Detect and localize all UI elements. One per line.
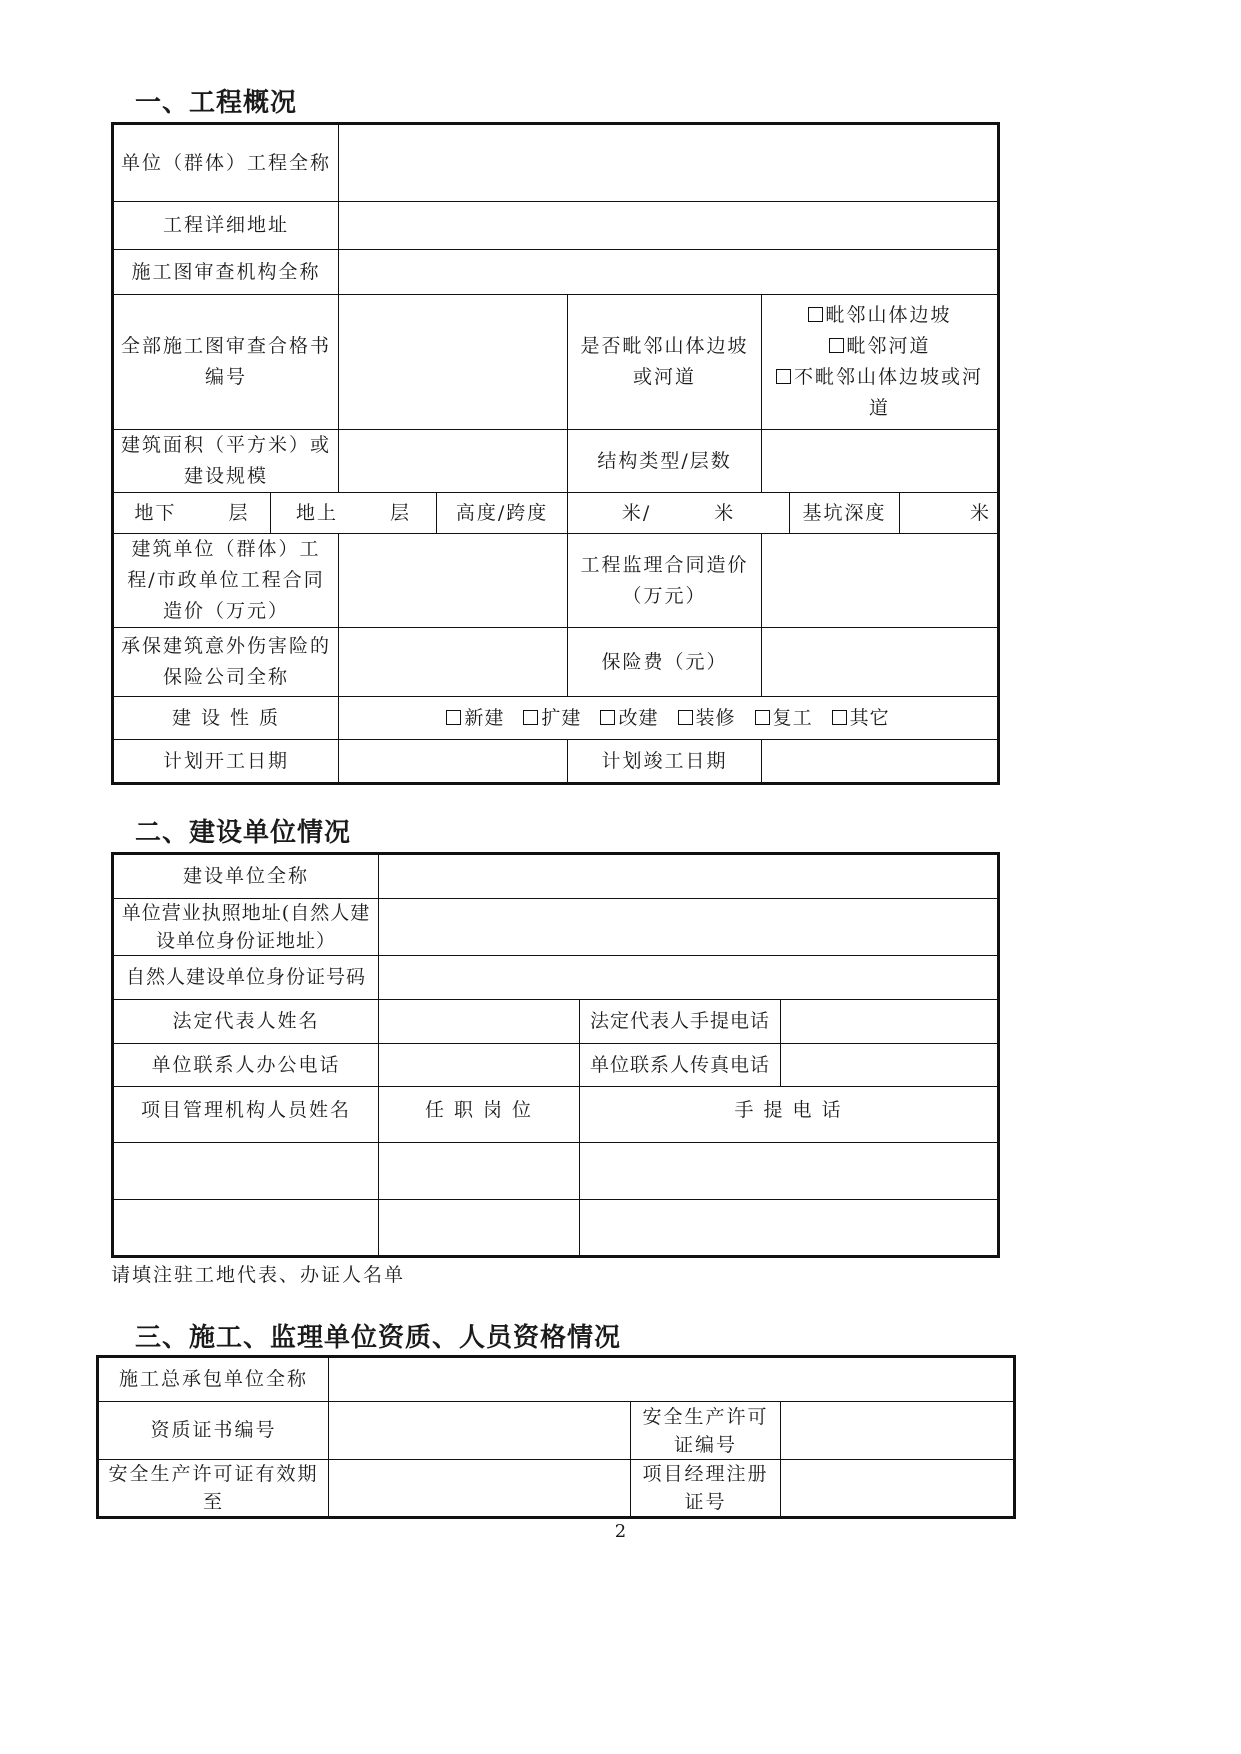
checkbox[interactable]	[832, 710, 847, 725]
review-agency-label: 施工图审查机构全称	[113, 250, 339, 295]
office-phone-field[interactable]	[379, 1044, 580, 1087]
checkbox[interactable]	[678, 710, 693, 725]
nature-option-rebuild[interactable]: 改建	[600, 707, 658, 729]
planned-end-field[interactable]	[762, 740, 999, 784]
slope-option-mountain[interactable]: 毗邻山体边坡	[768, 300, 991, 331]
safety-valid-label: 安全生产许可证有效期至	[98, 1460, 329, 1518]
planned-start-label: 计划开工日期	[113, 740, 339, 784]
legal-rep-field[interactable]	[379, 1000, 580, 1044]
checkbox[interactable]	[446, 710, 461, 725]
underground-label: 地下	[134, 501, 177, 524]
id-number-field[interactable]	[379, 956, 999, 1000]
insurer-label: 承保建筑意外伤害险的保险公司全称	[113, 628, 339, 697]
owner-name-field[interactable]	[379, 854, 999, 899]
planned-start-field[interactable]	[339, 740, 568, 784]
height-span-field[interactable]: 米/ 米	[568, 493, 790, 534]
meter-unit: 米	[970, 501, 992, 524]
checkbox[interactable]	[808, 307, 823, 322]
nature-options	[339, 697, 999, 740]
aboveground-cell[interactable]	[271, 493, 437, 534]
checkbox[interactable]	[755, 710, 770, 725]
section3-title: 三、施工、监理单位资质、人员资格情况	[135, 1323, 622, 1353]
supervision-price-field[interactable]	[762, 534, 999, 628]
planned-end-label: 计划竣工日期	[568, 740, 762, 784]
nature-option-expand[interactable]: 扩建	[523, 707, 581, 729]
review-cert-field[interactable]	[339, 295, 568, 430]
premium-field[interactable]	[762, 628, 999, 697]
staff-name-field[interactable]	[113, 1143, 379, 1200]
owner-info-table	[111, 852, 1000, 1258]
section2-title: 二、建设单位情况	[135, 818, 352, 848]
mobile-field[interactable]	[580, 1143, 999, 1200]
position-header: 任 职 岗 位	[379, 1087, 580, 1143]
legal-rep-phone-label: 法定代表人手提电话	[580, 1000, 781, 1044]
project-name-field[interactable]	[339, 124, 999, 202]
checkbox[interactable]	[776, 369, 791, 384]
floor-unit: 层	[228, 501, 250, 524]
aboveground-label: 地上	[295, 501, 338, 524]
nature-option-renovate[interactable]: 装修	[678, 707, 736, 729]
nature-option-new[interactable]: 新建	[446, 707, 504, 729]
contractor-field[interactable]	[329, 1357, 1015, 1402]
area-field[interactable]	[339, 430, 568, 493]
mobile-header: 手 提 电 话	[580, 1087, 999, 1143]
contract-price-field[interactable]	[339, 534, 568, 628]
fax-label: 单位联系人传真电话	[580, 1044, 781, 1087]
id-number-label: 自然人建设单位身份证号码	[113, 956, 379, 1000]
license-address-field[interactable]	[379, 899, 999, 956]
office-phone-label: 单位联系人办公电话	[113, 1044, 379, 1087]
contractor-qualification-table	[96, 1355, 1016, 1519]
pm-reg-label: 项目经理注册证号	[631, 1460, 781, 1518]
nature-option-other[interactable]: 其它	[832, 707, 890, 729]
slope-options	[762, 295, 999, 430]
pit-depth-field[interactable]	[900, 493, 999, 534]
mobile-field[interactable]	[580, 1200, 999, 1257]
underground-cell[interactable]	[113, 493, 271, 534]
staff-name-header: 项目管理机构人员姓名	[113, 1087, 379, 1143]
checkbox[interactable]	[523, 710, 538, 725]
contract-price-label: 建筑单位（群体）工程/市政单位工程合同造价（万元）	[113, 534, 339, 628]
premium-label: 保险费（元）	[568, 628, 762, 697]
license-address-label: 单位营业执照地址(自然人建设单位身份证地址）	[113, 899, 379, 956]
address-field[interactable]	[339, 202, 999, 250]
fax-field[interactable]	[781, 1044, 999, 1087]
owner-name-label: 建设单位全称	[113, 854, 379, 899]
project-name-label: 单位（群体）工程全称	[113, 124, 339, 202]
safety-license-field[interactable]	[781, 1402, 1015, 1460]
structure-label: 结构类型/层数	[568, 430, 762, 493]
page-number: 2	[614, 1521, 627, 1542]
staff-note: 请填注驻工地代表、办证人名单	[111, 1264, 406, 1286]
nature-option-resume[interactable]: 复工	[755, 707, 813, 729]
slope-option-none[interactable]: 不毗邻山体边坡或河道	[768, 362, 991, 424]
checkbox[interactable]	[600, 710, 615, 725]
nature-label: 建 设 性 质	[113, 697, 339, 740]
supervision-price-label: 工程监理合同造价（万元）	[568, 534, 762, 628]
insurer-field[interactable]	[339, 628, 568, 697]
structure-field[interactable]	[762, 430, 999, 493]
review-agency-field[interactable]	[339, 250, 999, 295]
height-span-label: 高度/跨度	[437, 493, 568, 534]
slope-question-label: 是否毗邻山体边坡或河道	[568, 295, 762, 430]
table-row	[113, 1200, 999, 1257]
checkbox[interactable]	[829, 338, 844, 353]
pit-depth-label: 基坑深度	[790, 493, 900, 534]
table-row	[113, 1143, 999, 1200]
position-field[interactable]	[379, 1143, 580, 1200]
project-overview-table	[111, 122, 1000, 785]
staff-name-field[interactable]	[113, 1200, 379, 1257]
qualification-label: 资质证书编号	[98, 1402, 329, 1460]
qualification-field[interactable]	[329, 1402, 631, 1460]
safety-license-label: 安全生产许可证编号	[631, 1402, 781, 1460]
address-label: 工程详细地址	[113, 202, 339, 250]
section1-title: 一、工程概况	[135, 88, 298, 118]
review-cert-label: 全部施工图审查合格书编号	[113, 295, 339, 430]
contractor-label: 施工总承包单位全称	[98, 1357, 329, 1402]
legal-rep-phone-field[interactable]	[781, 1000, 999, 1044]
area-label: 建筑面积（平方米）或建设规模	[113, 430, 339, 493]
safety-valid-field[interactable]	[329, 1460, 631, 1518]
slope-option-river[interactable]: 毗邻河道	[768, 331, 991, 362]
floor-unit: 层	[390, 501, 412, 524]
legal-rep-label: 法定代表人姓名	[113, 1000, 379, 1044]
pm-reg-field[interactable]	[781, 1460, 1015, 1518]
position-field[interactable]	[379, 1200, 580, 1257]
